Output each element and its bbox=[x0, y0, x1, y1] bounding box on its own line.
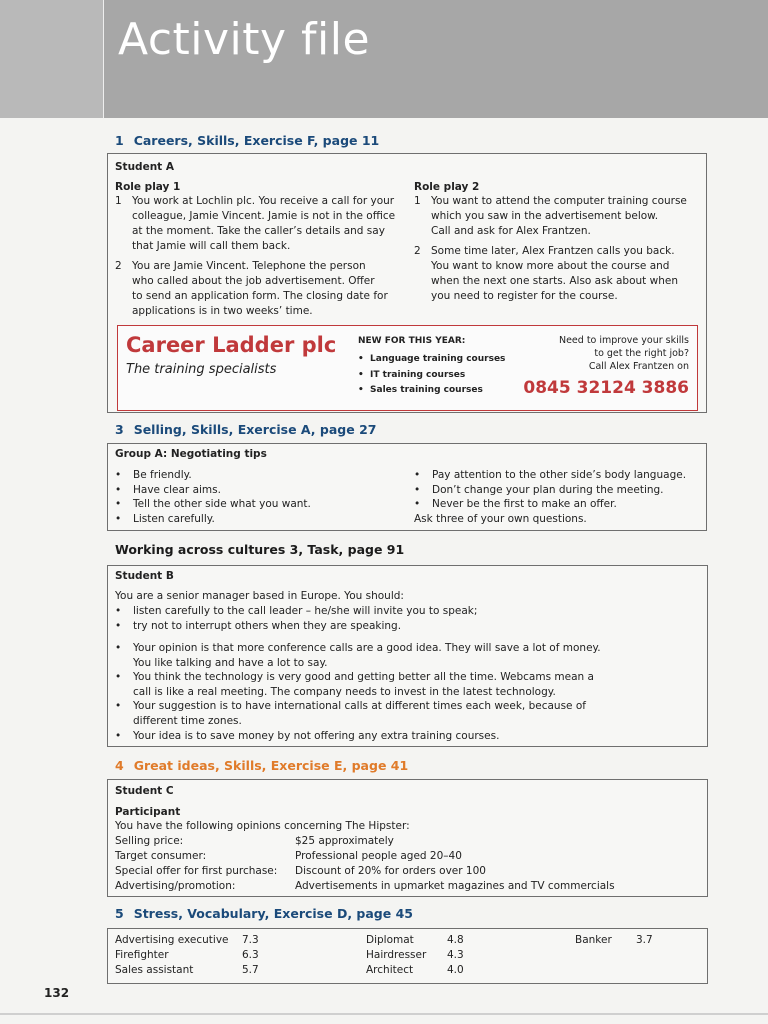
stress-score: 4.3 bbox=[447, 949, 464, 961]
opinion-line: You like talking and have a lot to say. bbox=[133, 656, 328, 669]
opinion-line: Your idea is to save money by not offering any extra training courses. bbox=[133, 729, 500, 742]
opinion-label-advertising: Advertising/promotion: bbox=[115, 880, 236, 892]
section1-student: Student A bbox=[115, 161, 174, 173]
tip-extra: Ask three of your own questions. bbox=[414, 512, 587, 525]
stress-job: Hairdresser bbox=[366, 949, 427, 961]
roleplay2-list: 1 You want to attend the computer training course which you saw in the advertisement below. Call and ask for Alex Frantzen. 2 Some time later, Alex Frantzen calls you back. You want to know more about the course and when the next one starts. Also ask about when you need to register for the course. bbox=[414, 195, 687, 302]
rp2-item1-line3: Call and ask for Alex Frantzen. bbox=[431, 225, 591, 237]
opinion-label-offer: Special offer for first purchase: bbox=[115, 865, 278, 877]
tip-item: Don’t change your plan during the meeting. bbox=[432, 483, 664, 496]
rp1-item1-line4: that Jamie will call them back. bbox=[132, 240, 291, 252]
section3-number: 3 bbox=[115, 422, 124, 437]
rp2-item2-line4: you need to register for the course. bbox=[431, 290, 618, 302]
stress-job: Diplomat bbox=[366, 934, 414, 946]
rp1-item1-line3: at the moment. Take the caller’s details and say bbox=[132, 225, 385, 237]
section4-role: Participant bbox=[115, 806, 181, 818]
tip-item: Pay attention to the other side’s body language. bbox=[432, 469, 687, 481]
stress-score: 4.0 bbox=[447, 964, 464, 976]
cultures-heading: Working across cultures 3, Task, page 91 bbox=[115, 542, 405, 557]
ad-course-it: IT training courses bbox=[370, 369, 466, 380]
stress-job: Firefighter bbox=[115, 949, 169, 961]
tip-item: Tell the other side what you want. bbox=[133, 498, 311, 511]
roleplay1-title: Role play 1 bbox=[115, 181, 181, 193]
opinion-line: Your suggestion is to have international calls at different times each week, because of bbox=[133, 700, 586, 713]
opinion-line: You think the technology is very good and getting better all the time. Webcams mean a bbox=[133, 671, 594, 684]
section5-number: 5 bbox=[115, 906, 124, 921]
section4-title: Great ideas, Skills, Exercise E, page 41 bbox=[133, 758, 409, 773]
ad-need-line1: Need to improve your skills bbox=[558, 335, 689, 346]
career-ladder-ad bbox=[117, 325, 698, 411]
section4-student: Student C bbox=[115, 785, 174, 797]
rp2-item1-line2: which you saw in the advertisement below. bbox=[431, 210, 659, 222]
tip-item: Be friendly. bbox=[133, 469, 192, 481]
stress-job: Banker bbox=[575, 934, 612, 946]
rp2-item1-line1: You want to attend the computer training course bbox=[431, 195, 687, 207]
opinion-value-offer: Discount of 20% for orders over 100 bbox=[295, 865, 486, 877]
stress-score: 7.3 bbox=[242, 934, 259, 946]
tips-right-list: • Pay attention to the other side’s body language. • Don’t change your plan during the meeting. • Never be the first to make an offer. Ask three of your own questions. bbox=[414, 469, 687, 525]
opinion-value-price: $25 approximately bbox=[295, 835, 394, 847]
section4-number: 4 bbox=[115, 758, 124, 773]
should-item: listen carefully to the call leader – he/she will invite you to speak; bbox=[133, 605, 478, 617]
tip-item: Never be the first to make an offer. bbox=[432, 498, 617, 511]
stress-job: Sales assistant bbox=[115, 964, 194, 976]
section5-heading bbox=[115, 906, 413, 921]
banner-side-block bbox=[0, 0, 104, 118]
stress-score: 5.7 bbox=[242, 964, 259, 976]
rp1-item2-line3: to send an application form. The closing date for bbox=[132, 290, 388, 302]
stress-job: Advertising executive bbox=[115, 934, 229, 946]
ad-tagline: The training specialists bbox=[126, 362, 277, 377]
stress-job: Architect bbox=[366, 964, 414, 976]
page-number: 132 bbox=[44, 986, 70, 1000]
section3-heading bbox=[115, 422, 376, 437]
ad-need-line3: Call Alex Frantzen on bbox=[588, 361, 689, 372]
opinion-line: Your opinion is that more conference calls are a good idea. They will save a lot of money. bbox=[133, 642, 601, 654]
roleplay1-list: 1 You work at Lochlin plc. You receive a call for your colleague, Jamie Vincent. Jamie is not in the office at the moment. Take the caller’s details and say that Jamie will call them back. 2 You are Jamie Vincent. Telephone the person who called about the job advertisement. Offer to send an application form. The closing date for applications is in two weeks’ time. bbox=[115, 195, 396, 317]
section4-intro: You have the following opinions concerning The Hipster: bbox=[115, 820, 410, 832]
opinion-line: different time zones. bbox=[133, 714, 242, 727]
rp1-item2-line4: applications is in two weeks’ time. bbox=[132, 305, 313, 317]
section4-heading bbox=[115, 758, 408, 773]
should-item: try not to interrupt others when they are speaking. bbox=[133, 619, 402, 632]
opinion-value-target: Professional people aged 20–40 bbox=[295, 850, 462, 862]
opinion-label-target: Target consumer: bbox=[115, 850, 207, 862]
cultures-student: Student B bbox=[115, 570, 174, 582]
rp1-item1-line2: colleague, Jamie Vincent. Jamie is not in the office bbox=[132, 210, 396, 222]
section1-title: Careers, Skills, Exercise F, page 11 bbox=[133, 133, 380, 148]
page-title: Activity file bbox=[118, 14, 371, 65]
ad-course-item: • Language training courses bbox=[358, 354, 506, 364]
section5-title: Stress, Vocabulary, Exercise D, page 45 bbox=[133, 906, 413, 921]
opinion-value-advertising: Advertisements in upmarket magazines and TV commercials bbox=[295, 880, 615, 892]
ad-course-list bbox=[358, 352, 505, 399]
section1-heading bbox=[115, 133, 379, 148]
section3-title: Selling, Skills, Exercise A, page 27 bbox=[133, 422, 377, 437]
rp2-item2-line1: Some time later, Alex Frantzen calls you back. bbox=[431, 245, 675, 257]
ad-contact-text bbox=[559, 334, 689, 373]
banner bbox=[0, 0, 768, 118]
ad-phone-number: 0845 32124 3886 bbox=[523, 378, 689, 398]
cultures-intro: You are a senior manager based in Europe. You should: bbox=[115, 590, 404, 602]
opinion-line: call is like a real meeting. The company needs to invest in the latest technology. bbox=[133, 685, 556, 698]
cultures-should-list: • listen carefully to the call leader – he/she will invite you to speak; • try not to interrupt others when they are speaking. bbox=[115, 605, 478, 632]
section3-group: Group A: Negotiating tips bbox=[115, 448, 267, 460]
footer-rule bbox=[0, 1013, 768, 1015]
ad-course-item: • IT training courses bbox=[358, 369, 466, 380]
roleplay2-title: Role play 2 bbox=[414, 181, 480, 193]
stress-score: 3.7 bbox=[636, 934, 653, 946]
ad-need-line2: to get the right job? bbox=[594, 348, 689, 359]
stress-score: 6.3 bbox=[242, 949, 259, 961]
tip-item: Have clear aims. bbox=[133, 483, 221, 496]
rp1-item2-line1: You are Jamie Vincent. Telephone the person bbox=[132, 260, 366, 272]
cultures-opinions-list: • Your opinion is that more conference calls are a good idea. They will save a lot of money. You like talking and have a lot to say. • You think the technology is very good and getting better all the time. Webcams mean a call is like a real meeting. The company needs to invest in the latest technology. • Your suggestion is to have international calls at different times each week, because of different time zones. • Your idea is to save money by not offering any extra training courses. bbox=[115, 642, 601, 742]
opinion-label-price: Selling price: bbox=[115, 835, 184, 847]
rp2-item2-line2: You want to know more about the course and bbox=[431, 260, 670, 272]
ad-course-language: Language training courses bbox=[370, 354, 506, 364]
stress-score: 4.8 bbox=[447, 934, 464, 946]
tips-left-list: • Be friendly. • Have clear aims. • Tell the other side what you want. • Listen carefully. bbox=[115, 469, 311, 525]
rp2-item2-line3: when the next one starts. Also ask about when bbox=[431, 275, 678, 287]
ad-company-name: Career Ladder plc bbox=[126, 333, 337, 357]
ad-course-item: • Sales training courses bbox=[358, 385, 483, 395]
ad-new-heading: NEW FOR THIS YEAR: bbox=[358, 336, 466, 346]
ad-course-sales: Sales training courses bbox=[370, 385, 483, 395]
tip-item: Listen carefully. bbox=[133, 512, 215, 525]
section1-number: 1 bbox=[115, 133, 124, 148]
rp1-item1-line1: You work at Lochlin plc. You receive a call for your bbox=[132, 195, 395, 207]
rp1-item2-line2: who called about the job advertisement. Offer bbox=[132, 275, 375, 287]
